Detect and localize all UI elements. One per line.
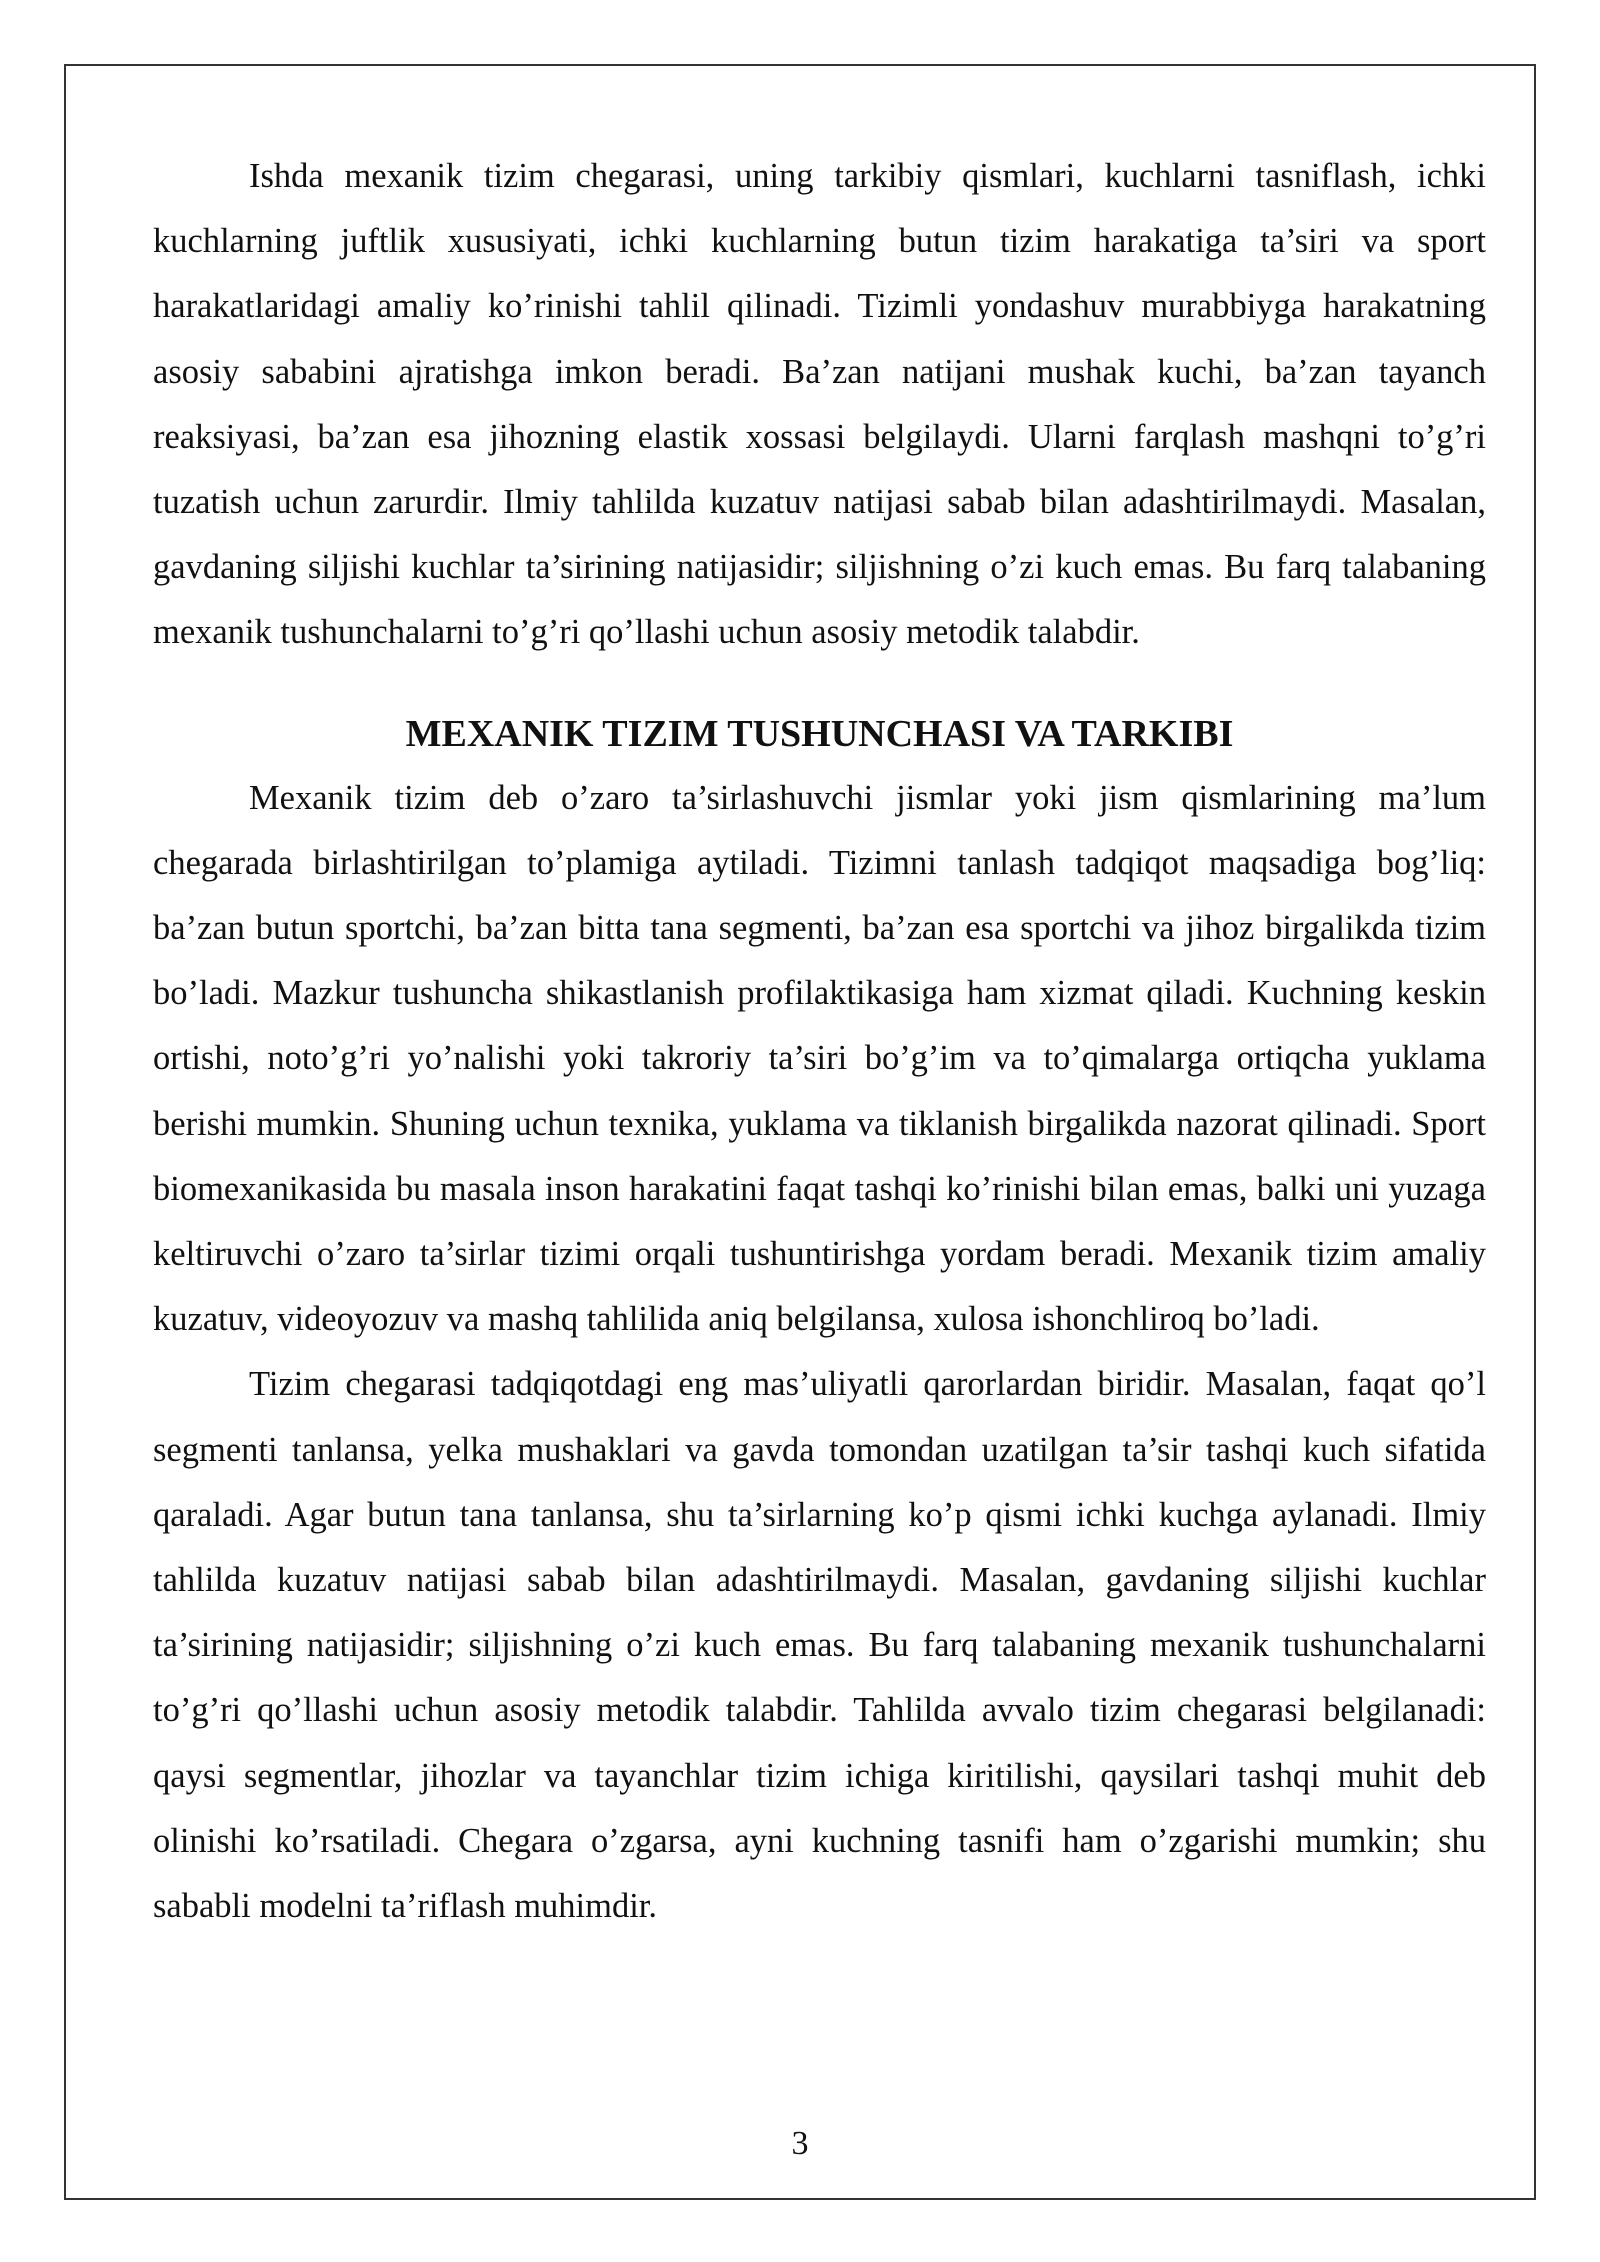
intro-paragraph: Ishda mexanik tizim chegarasi, uning tarkibiy qismlari, kuchlarni tasniflash, ichki kuchlarning juftlik xususiyati, ichki kuchlarning butun tizim harakatiga ta’siri va sport harakatlaridagi amaliy ko’rinishi tahlil qilinadi. Tizimli yondashuv murabbiyga harakatning asosiy sababini ajratishga imkon beradi. Ba’zan natijani mushak kuchi, ba’zan tayanch reaksiyasi, ba’zan esa jihozning elastik xossasi belgilaydi. Ularni farqlash mashqni to’g’ri tuzatish uchun zarurdir. Ilmiy tahlilda kuzatuv natijasi sabab bilan adashtirilmaydi. Masalan, gavdaning siljishi kuchlar ta’sirining natijasidir; siljishning o’zi kuch emas. Bu farq talabaning mexanik tushunchalarni to’g’ri qo’llashi uchun asosiy metodik talabdir. bbox=[153, 157, 1486, 652]
section-paragraph-1: Mexanik tizim deb o’zaro ta’sirlashuvchi jismlar yoki jism qismlarining ma’lum chegarada birlashtirilgan to’plamiga aytiladi. Tizimni tanlash tadqiqot maqsadiga bog’liq: ba’zan butun sportchi, ba’zan bitta tana segmenti, ba’zan esa sportchi va jihoz birgalikda tizim bo’ladi. Mazkur tushuncha shikastlanish profilaktikasiga ham xizmat qiladi. Kuchning keskin ortishi, noto’g’ri yo’nalishi yoki takroriy ta’siri bo’g’im va to’qimalarga ortiqcha yuklama berishi mumkin. Shuning uchun texnika, yuklama va tiklanish birgalikda nazorat qilinadi. Sport biomexanikasida bu masala inson harakatini faqat tashqi ko’rinishi bilan emas, balki uni yuzaga keltiruvchi o’zaro ta’sirlar tizimi orqali tushuntirishga yordam beradi. Mexanik tizim amaliy kuzatuv, videoyozuv va mashq tahlilida aniq belgilansa, xulosa ishonchliroq bo’ladi. bbox=[153, 778, 1486, 1339]
section-heading: MEXANIK TIZIM TUSHUNCHASI VA TARKIBI bbox=[405, 712, 1234, 755]
page-number: 3 bbox=[791, 2125, 809, 2162]
section-paragraph-2: Tizim chegarasi tadqiqotdagi eng mas’uliyatli qarorlardan biridir. Masalan, faqat qo’l segmenti tanlansa, yelka mushaklari va gavda tomondan uzatilgan ta’sir tashqi kuch sifatida qaraladi. Agar butun tana tanlansa, shu ta’sirlarning ko’p qismi ichki kuchga aylanadi. Ilmiy tahlilda kuzatuv natijasi sabab bilan adashtirilmaydi. Masalan, gavdaning siljishi kuchlar ta’sirining natijasidir; siljishning o’zi kuch emas. Bu farq talabaning mexanik tushunchalarni to’g’ri qo’llashi uchun asosiy metodik talabdir. Tahlilda avvalo tizim chegarasi belgilanadi: qaysi segmentlar, jihozlar va tayanchlar tizim ichiga kiritilishi, qaysilari tashqi muhit deb olinishi ko’rsatiladi. Chegara o’zgarsa, ayni kuchning tasnifi ham o’zgarishi mumkin; shu sababli modelni ta’riflash muhimdir. bbox=[153, 1365, 1486, 1926]
page-body bbox=[153, 144, 1486, 1939]
